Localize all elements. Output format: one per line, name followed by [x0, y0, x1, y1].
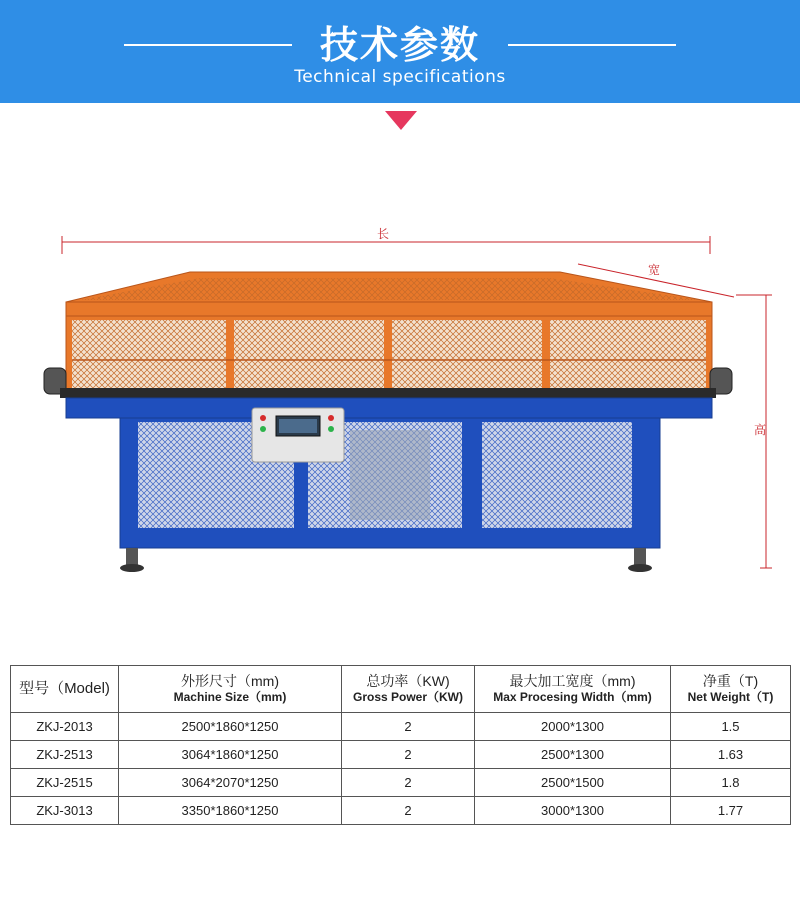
cell-gross-power: 2: [342, 797, 475, 825]
cell-net-weight: 1.8: [671, 769, 791, 797]
column-header-gross-power-en: Gross Power（KW): [352, 690, 464, 704]
cell-machine-size: 2500*1860*1250: [119, 713, 342, 741]
table-row: [11, 713, 791, 741]
cell-model: ZKJ-2013: [11, 713, 119, 741]
height-label: 高: [753, 423, 767, 437]
length-label: 长: [376, 227, 390, 241]
cell-max-width: 3000*1300: [475, 797, 671, 825]
cell-machine-size: 3064*2070*1250: [119, 769, 342, 797]
run-button-icon: [328, 426, 334, 432]
column-header-machine-size-en: Machine Size（mm): [173, 690, 287, 704]
column-header-machine-size: [119, 666, 342, 713]
cell-gross-power: 2: [342, 713, 475, 741]
emergency-button-icon: [328, 415, 334, 421]
specs-table: [10, 665, 791, 825]
cell-machine-size: 3064*1860*1250: [119, 741, 342, 769]
start-button-icon: [260, 426, 266, 432]
cell-model: ZKJ-2513: [11, 741, 119, 769]
cell-model: ZKJ-3013: [11, 797, 119, 825]
base-frame: [66, 398, 712, 572]
cell-net-weight: 1.77: [671, 797, 791, 825]
column-header-net-weight-cn: 净重（T): [702, 673, 759, 689]
column-header-model: [11, 666, 119, 713]
cell-max-width: 2500*1500: [475, 769, 671, 797]
length-dimension: [62, 227, 710, 254]
down-arrow-icon: [385, 111, 417, 130]
column-header-gross-power-cn: 总功率（KW): [366, 673, 450, 689]
table-row: [11, 769, 791, 797]
column-header-model-cn: 型号（Model): [19, 680, 110, 697]
column-header-net-weight: [671, 666, 791, 713]
column-header-machine-size-cn: 外形尺寸（mm): [181, 673, 279, 689]
header-banner: [0, 0, 800, 103]
section-title: 技术参数: [319, 23, 480, 67]
column-header-max-width-cn: 最大加工宽度（mm): [509, 673, 636, 689]
cell-gross-power: 2: [342, 769, 475, 797]
cell-max-width: 2000*1300: [475, 713, 671, 741]
top-cage: [44, 272, 732, 398]
column-header-max-width-en: Max Procesing Width（mm): [493, 690, 652, 704]
column-header-gross-power: [342, 666, 475, 713]
width-label: 宽: [647, 263, 661, 277]
table-row: [11, 797, 791, 825]
cell-net-weight: 1.63: [671, 741, 791, 769]
column-header-max-width: [475, 666, 671, 713]
cell-model: ZKJ-2515: [11, 769, 119, 797]
column-header-net-weight-en: Net Weight（T): [687, 690, 774, 704]
stop-button-icon: [260, 415, 266, 421]
machine-diagram: [0, 220, 800, 580]
control-panel: [252, 408, 344, 462]
cell-gross-power: 2: [342, 741, 475, 769]
machine-illustration: [0, 220, 800, 580]
cell-net-weight: 1.5: [671, 713, 791, 741]
table-header-row: [11, 666, 791, 713]
section-subtitle: Technical specifications: [294, 67, 506, 87]
cell-max-width: 2500*1300: [475, 741, 671, 769]
table-row: [11, 741, 791, 769]
height-dimension: [736, 295, 772, 568]
cell-machine-size: 3350*1860*1250: [119, 797, 342, 825]
